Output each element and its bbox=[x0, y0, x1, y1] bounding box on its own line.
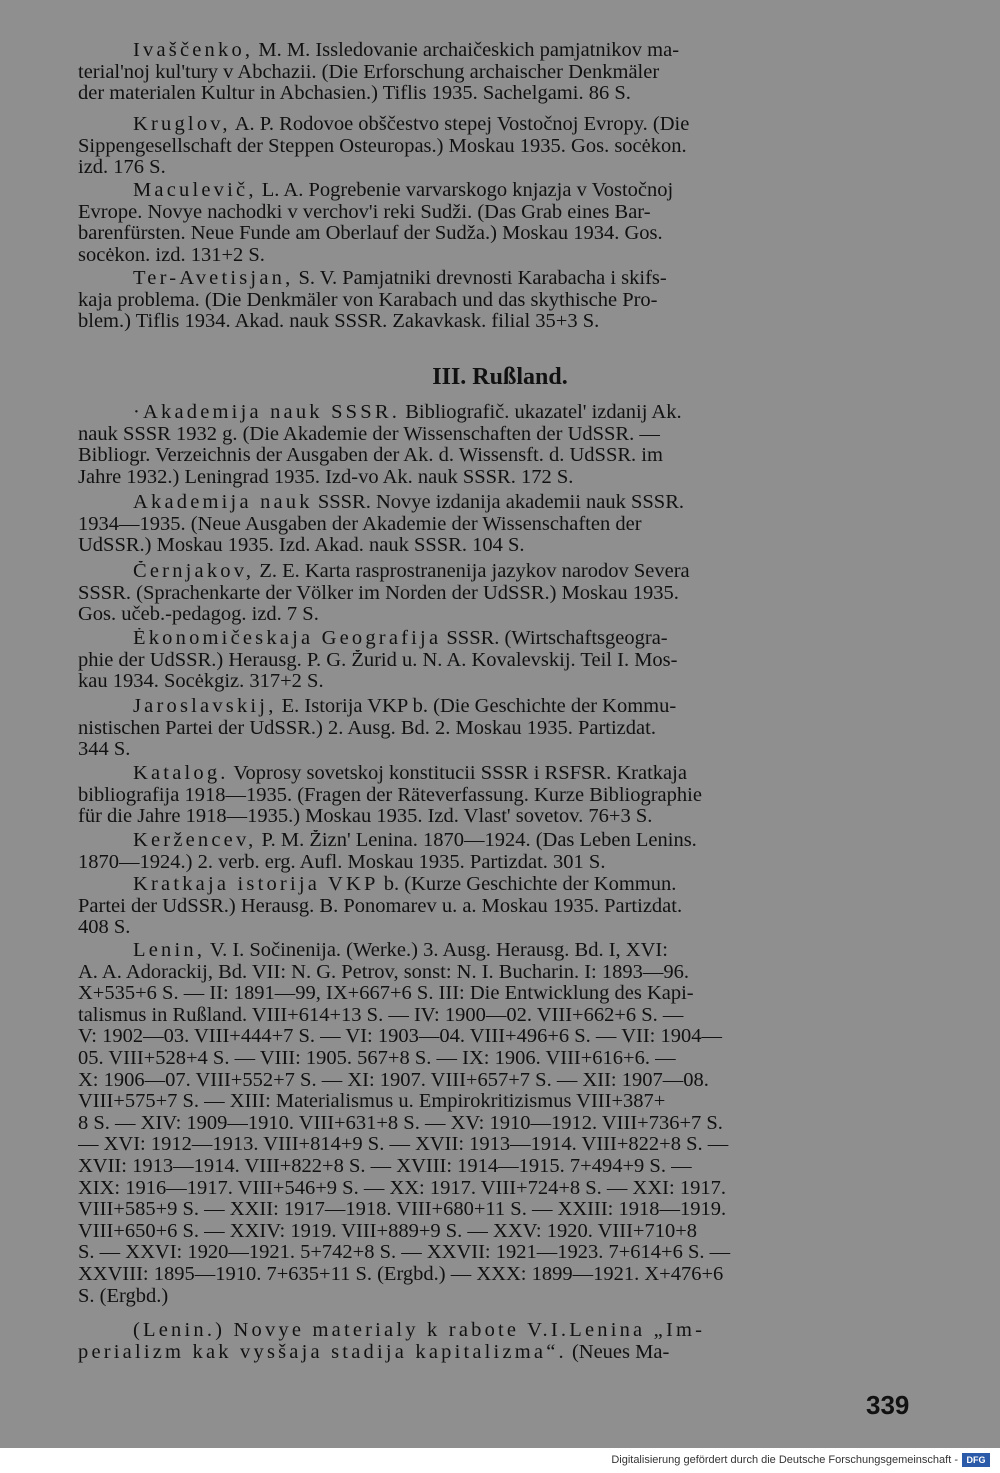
entry-text: 408 S. bbox=[78, 917, 131, 939]
entry-text: SSSR. (Wirtschaftsgeogra- bbox=[441, 628, 668, 649]
dfg-logo: DFG bbox=[962, 1453, 990, 1467]
bibliography-entry bbox=[78, 114, 913, 179]
entry-text: (Neues Ma- bbox=[566, 1341, 670, 1363]
entry-line bbox=[78, 1070, 913, 1092]
entry-text: der materialen Kultur in Abchasien.) Tiflis 1935. Sachelgami. 86 S. bbox=[78, 83, 631, 105]
entry-text: blem.) Tiflis 1934. Akad. nauk SSSR. Zakavkask. filial 35+3 S. bbox=[78, 311, 600, 333]
entry-author: Maculevič, bbox=[133, 180, 257, 201]
entry-text: Sippengesellschaft der Steppen Osteuropas.) Moskau 1935. Gos. socėkon. bbox=[78, 135, 687, 157]
entry-text: talismus in Rußland. VIII+614+13 S. — IV: 1900—02. VIII+662+6 S. — bbox=[78, 1004, 684, 1026]
bibliography-entry bbox=[78, 696, 913, 761]
entry-line bbox=[78, 1320, 913, 1342]
entry-text: A. A. Adorackij, Bd. VII: N. G. Petrov, sonst: N. I. Bucharin. I: 1893—96. bbox=[78, 961, 689, 983]
entry-line bbox=[78, 467, 913, 489]
entry-text: nistischen Partei der UdSSR.) 2. Ausg. Bd. 2. Moskau 1935. Partizdat. bbox=[78, 717, 656, 739]
entry-author: Ėkonomičeskaja Geografija bbox=[133, 628, 442, 649]
entry-line bbox=[78, 1113, 913, 1135]
entry-line bbox=[78, 983, 913, 1005]
entry-line bbox=[78, 1156, 913, 1178]
bibliography-entry bbox=[78, 402, 913, 488]
entry-text: 1870—1924.) 2. verb. erg. Aufl. Moskau 1935. Partizdat. 301 S. bbox=[78, 851, 606, 873]
entry-line bbox=[78, 1048, 913, 1070]
entry-text: V. I. Sočinenija. (Werke.) 3. Ausg. Herausg. Bd. I, XVI: bbox=[205, 940, 668, 961]
bibliography-entry bbox=[78, 492, 913, 557]
entry-author: Jaroslavskij, bbox=[133, 696, 277, 717]
entry-line bbox=[78, 1264, 913, 1286]
entry-text: L. A. Pogrebenie varvarskogo knjazja v Vostočnoj bbox=[256, 180, 674, 201]
entry-line bbox=[78, 40, 913, 62]
bibliography-entry bbox=[78, 830, 913, 873]
entry-line bbox=[78, 83, 913, 105]
entry-text: E. Istorija VKP b. (Die Geschichte der Kommu- bbox=[276, 696, 677, 717]
bibliography-entry bbox=[78, 1320, 913, 1363]
page-number: 339 bbox=[866, 1390, 910, 1420]
entry-text: 344 S. bbox=[78, 739, 131, 761]
entry-author: Lenin, bbox=[133, 940, 206, 961]
entry-line bbox=[78, 136, 913, 158]
entry-line bbox=[78, 223, 913, 245]
entry-text: S. — XXVI: 1920—1921. 5+742+8 S. — XXVII: 1921—1923. 7+614+6 S. — bbox=[78, 1242, 731, 1264]
entry-author: perializm kak vysšaja stadija kapitalizma“. bbox=[78, 1341, 567, 1363]
bibliography-entry bbox=[78, 628, 913, 693]
entry-text: Z. E. Karta rasprostranenija jazykov narodov Severa bbox=[254, 561, 690, 582]
entry-line bbox=[78, 424, 913, 446]
entry-text: kaja problema. (Die Denkmäler von Karabach und das skythische Pro- bbox=[78, 289, 658, 311]
entry-line bbox=[78, 445, 913, 467]
entry-line bbox=[78, 535, 913, 557]
bibliography-entry bbox=[78, 874, 913, 939]
entry-text: 1934—1935. (Neue Ausgaben der Akademie der Wissenschaften der bbox=[78, 513, 642, 535]
entry-text: terial'noj kul'tury v Abchazii. (Die Erforschung archaischer Denkmäler bbox=[78, 61, 660, 83]
entry-text: XVII: 1913—1914. VIII+822+8 S. — XVIII: 1914—1915. 7+494+9 S. — bbox=[78, 1155, 692, 1177]
entry-author: Keržencev, bbox=[133, 830, 257, 851]
entry-text: Bibliogr. Verzeichnis der Ausgaben der Ak. d. Wissensft. d. UdSSR. im bbox=[78, 445, 663, 467]
entry-text: barenfürsten. Neue Funde am Oberlauf der Sudža.) Moskau 1934. Gos. bbox=[78, 223, 663, 245]
entry-line bbox=[78, 514, 913, 536]
entry-text: phie der UdSSR.) Herausg. P. G. Žurid u. N. A. Kovalevskij. Teil I. Mos- bbox=[78, 649, 678, 671]
entry-line bbox=[78, 739, 913, 761]
entry-line bbox=[78, 1134, 913, 1156]
entry-line bbox=[78, 785, 913, 807]
entry-line bbox=[78, 852, 913, 874]
entry-text: Jahre 1932.) Leningrad 1935. Izd-vo Ak. nauk SSSR. 172 S. bbox=[78, 466, 574, 488]
entry-text: X: 1906—07. VIII+552+7 S. — XI: 1907. VIII+657+7 S. — XII: 1907—08. bbox=[78, 1069, 709, 1091]
entry-line bbox=[78, 245, 913, 267]
entry-line bbox=[78, 290, 913, 312]
entry-line bbox=[78, 628, 913, 650]
bibliography-entry bbox=[78, 180, 913, 266]
entry-line bbox=[78, 671, 913, 693]
entry-line bbox=[78, 1242, 913, 1264]
entry-author: Katalog. bbox=[133, 763, 229, 784]
entry-line bbox=[78, 402, 913, 424]
entry-text: UdSSR.) Moskau 1935. Izd. Akad. nauk SSSR. 104 S. bbox=[78, 535, 525, 557]
entry-line bbox=[78, 940, 913, 962]
entry-text: VIII+575+7 S. — XIII: Materialismus u. Empirokritizismus VIII+387+ bbox=[78, 1091, 666, 1113]
entry-text: SSSR. (Sprachenkarte der Völker im Norden der UdSSR.) Moskau 1935. bbox=[78, 582, 679, 604]
entry-line bbox=[78, 830, 913, 852]
entry-line bbox=[78, 806, 913, 828]
entry-text: izd. 176 S. bbox=[78, 157, 166, 179]
entry-text: X+535+6 S. — II: 1891—99, IX+667+6 S. III: Die Entwicklung des Kapi- bbox=[78, 983, 694, 1005]
bibliography-entry bbox=[78, 268, 913, 333]
entry-line bbox=[78, 268, 913, 290]
entry-text: S. (Ergbd.) bbox=[78, 1285, 169, 1307]
entry-text: P. M. Žizn' Lenina. 1870—1924. (Das Leben Lenins. bbox=[256, 830, 697, 851]
entry-text: S. V. Pamjatniki drevnosti Karabacha i skifs- bbox=[293, 268, 667, 289]
entry-line bbox=[78, 718, 913, 740]
entry-line bbox=[78, 311, 913, 333]
entry-text: 8 S. — XIV: 1909—1910. VIII+631+8 S. — XV: 1910—1912. VIII+736+7 S. bbox=[78, 1112, 723, 1134]
entry-line bbox=[78, 1026, 913, 1048]
entry-line bbox=[78, 896, 913, 918]
entry-line bbox=[78, 1286, 913, 1308]
entry-text: Gos. učeb.-pedagog. izd. 7 S. bbox=[78, 604, 319, 626]
entry-author: Akademija nauk bbox=[133, 492, 313, 513]
entry-author: Ter-Avetisjan, bbox=[133, 268, 294, 289]
entry-line bbox=[78, 561, 913, 583]
entry-author: (Lenin.) Novye materialy k rabote V.I.Lenina „Im- bbox=[133, 1320, 706, 1341]
entry-line bbox=[78, 604, 913, 626]
entry-author: Kruglov, bbox=[133, 114, 231, 135]
entry-author: Ivaščenko, bbox=[133, 40, 254, 61]
entry-text: bibliografija 1918—1935. (Fragen der Räteverfassung. Kurze Bibliographie bbox=[78, 784, 702, 806]
entry-text: b. (Kurze Geschichte der Kommun. bbox=[378, 874, 677, 895]
entry-text: Voprosy sovetskoj konstitucii SSSR i RSFSR. Kratkaja bbox=[228, 763, 687, 784]
entry-author: Černjakov, bbox=[133, 561, 255, 582]
entry-line bbox=[78, 917, 913, 939]
entry-line bbox=[78, 650, 913, 672]
entry-text: VIII+650+6 S. — XXIV: 1919. VIII+889+9 S. — XXV: 1920. VIII+710+8 bbox=[78, 1220, 698, 1242]
entry-line bbox=[78, 583, 913, 605]
digitization-footer bbox=[0, 1448, 1000, 1473]
entry-line bbox=[78, 1199, 913, 1221]
entry-line bbox=[78, 1342, 913, 1364]
bibliography-entry bbox=[78, 40, 913, 105]
bibliography-entry bbox=[78, 940, 913, 1307]
entry-line bbox=[78, 696, 913, 718]
entry-line bbox=[78, 1005, 913, 1027]
entry-author: ·Akademija nauk SSSR. bbox=[133, 402, 401, 423]
entry-line bbox=[78, 157, 913, 179]
entry-text: für die Jahre 1918—1935.) Moskau 1935. Izd. Vlast' sovetov. 76+3 S. bbox=[78, 806, 653, 828]
entry-line bbox=[78, 202, 913, 224]
entry-text: XXVIII: 1895—1910. 7+635+11 S. (Ergbd.) — XXX: 1899—1921. X+476+6 bbox=[78, 1263, 724, 1285]
entry-text: Bibliografič. ukazatel' izdanij Ak. bbox=[400, 402, 682, 423]
entry-line bbox=[78, 962, 913, 984]
entry-line bbox=[78, 62, 913, 84]
footer-text: Digitalisierung gefördert durch die Deutsche Forschungsgemeinschaft - bbox=[611, 1454, 958, 1466]
entry-text: socėkon. izd. 131+2 S. bbox=[78, 244, 265, 266]
entry-author: Kratkaja istorija VKP bbox=[133, 874, 379, 895]
entry-line bbox=[78, 114, 913, 136]
entry-line bbox=[78, 492, 913, 514]
entry-text: V: 1902—03. VIII+444+7 S. — VI: 1903—04. VIII+496+6 S. — VII: 1904— bbox=[78, 1026, 722, 1048]
entry-line bbox=[78, 1178, 913, 1200]
entry-text: SSSR. Novye izdanija akademii nauk SSSR. bbox=[312, 492, 684, 513]
entry-text: A. P. Rodovoe obščestvo stepej Vostočnoj Evropy. (Die bbox=[230, 114, 690, 135]
entry-text: Partei der UdSSR.) Herausg. B. Ponomarev u. a. Moskau 1935. Partizdat. bbox=[78, 895, 683, 917]
entry-text: kau 1934. Socėkgiz. 317+2 S. bbox=[78, 671, 324, 693]
entry-text: nauk SSSR 1932 g. (Die Akademie der Wissenschaften der UdSSR. — bbox=[78, 423, 660, 445]
entry-line bbox=[78, 874, 913, 896]
entry-line bbox=[78, 763, 913, 785]
entry-line bbox=[78, 1091, 913, 1113]
entry-text: — XVI: 1912—1913. VIII+814+9 S. — XVII: 1913—1914. VIII+822+8 S. — bbox=[78, 1134, 729, 1156]
entry-text: VIII+585+9 S. — XXII: 1917—1918. VIII+680+11 S. — XXIII: 1918—1919. bbox=[78, 1199, 727, 1221]
entry-text: M. M. Issledovanie archaičeskich pamjatnikov ma- bbox=[253, 40, 680, 61]
bibliography-entry bbox=[78, 763, 913, 828]
entry-text: 05. VIII+528+4 S. — VIII: 1905. 567+8 S. — IX: 1906. VIII+616+6. — bbox=[78, 1047, 676, 1069]
section-heading: III. Rußland. bbox=[432, 364, 568, 390]
entry-line bbox=[78, 180, 913, 202]
entry-line bbox=[78, 1221, 913, 1243]
bibliography-entry bbox=[78, 561, 913, 626]
entry-text: Evrope. Novye nachodki v verchov'i reki Sudži. (Das Grab eines Bar- bbox=[78, 201, 651, 223]
entry-text: XIX: 1916—1917. VIII+546+9 S. — XX: 1917. VIII+724+8 S. — XXI: 1917. bbox=[78, 1177, 726, 1199]
